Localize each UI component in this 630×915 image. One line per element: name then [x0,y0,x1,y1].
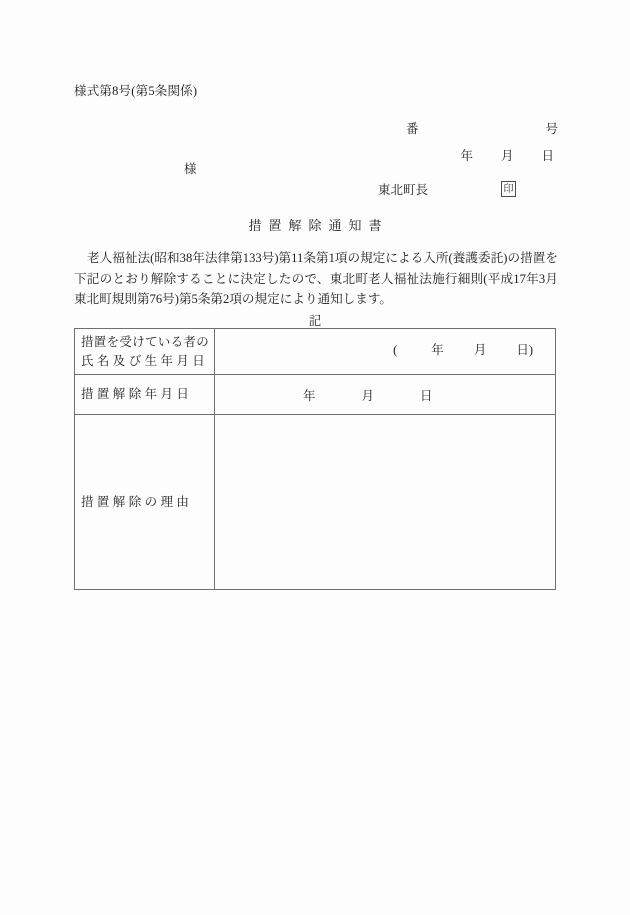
label-cell-reason [75,415,215,590]
issuer-block [378,180,516,198]
birth-date-fields [215,340,555,363]
table-row-reason [75,415,556,590]
document-meta-block [372,119,562,164]
birth-date-paren-open: ( [393,343,398,357]
recipient-label-line1: 措置を受けている者の [81,334,210,349]
ki-marker: 記 [308,314,322,328]
reference-number-suffix: 号 [545,122,558,136]
label-cell-cancel-date [75,375,215,415]
body-paragraph [74,248,558,310]
value-cell-recipient[interactable] [215,329,556,375]
cancel-date-fields [215,386,555,404]
seal-icon: 印 [501,181,516,197]
cancel-date-label: 措置解除年月日 [81,387,193,401]
birth-date-month: 月 [473,343,487,357]
issue-date-day: 日 [541,149,554,163]
cancel-date-day: 日 [420,388,433,403]
label-cell-recipient [75,329,215,375]
reference-number-line [372,119,562,137]
addressee-honorific: 様 [184,162,197,176]
cancel-date-month: 月 [361,388,375,403]
issue-date-line [372,137,562,164]
birth-date-year: 年 [431,343,444,357]
issue-date-year: 年 [460,149,473,163]
body-paragraph-text: 老人福祉法(昭和38年法律第133号)第11条第1項の規定による入所(養護委託)の措置を下記のとおり解除することに決定したので、東北町老人福祉法施行細則(平成17年3月東北町規則第76号)第5条第2項の規定により通知します。 [74,251,558,306]
reference-number-label: 番 [406,122,419,136]
table-row-cancel-date [75,375,556,415]
document-title: 措置解除通知書 [248,218,389,233]
recipient-label-line2: 氏名及び生年月日 [81,353,209,368]
form-table [74,328,556,590]
value-cell-cancel-date[interactable] [215,375,556,415]
issuer-name: 東北町長 [378,183,429,197]
cancel-date-year: 年 [303,388,316,403]
reason-label: 措置解除の理由 [81,494,193,509]
form-number: 様式第8号(第5条関係) [74,84,198,98]
value-cell-reason[interactable] [215,415,556,590]
birth-date-day: 日) [516,343,533,357]
table-row-recipient [75,329,556,375]
issue-date-month: 月 [500,149,514,163]
